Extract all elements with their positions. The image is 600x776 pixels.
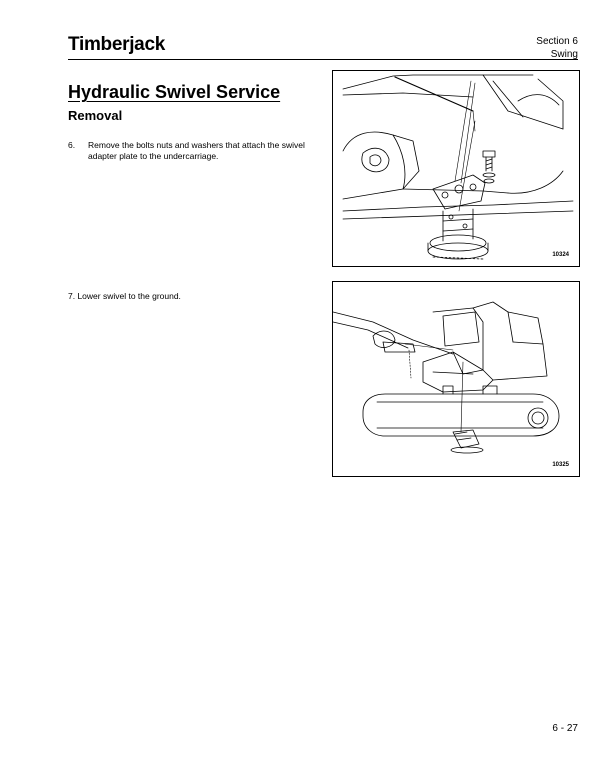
section-header bbox=[536, 35, 578, 61]
page-title: Hydraulic Swivel Service bbox=[68, 82, 281, 102]
page-subtitle: Removal bbox=[68, 108, 123, 123]
step-text: 7. Lower swivel to the ground. bbox=[68, 291, 181, 301]
figure-number: 10325 bbox=[552, 462, 569, 468]
step-7 bbox=[68, 291, 318, 302]
brand-logo: Timberjack bbox=[68, 34, 165, 55]
header-divider bbox=[68, 59, 578, 60]
section-name: Swing bbox=[550, 49, 578, 60]
lower-swivel-illustration bbox=[333, 282, 579, 476]
swivel-bolts-illustration bbox=[333, 71, 579, 266]
step-text: Remove the bolts nuts and washers that attach the swivel adapter plate to the undercarriage. bbox=[88, 140, 305, 161]
figure-number: 10324 bbox=[552, 252, 569, 258]
section-number: Section 6 bbox=[536, 36, 578, 47]
figure-lower-swivel bbox=[332, 281, 580, 477]
figure-swivel-bolts bbox=[332, 70, 580, 267]
step-6 bbox=[68, 140, 318, 161]
page-number: 6 - 27 bbox=[552, 723, 578, 734]
step-number: 6. bbox=[68, 140, 76, 150]
